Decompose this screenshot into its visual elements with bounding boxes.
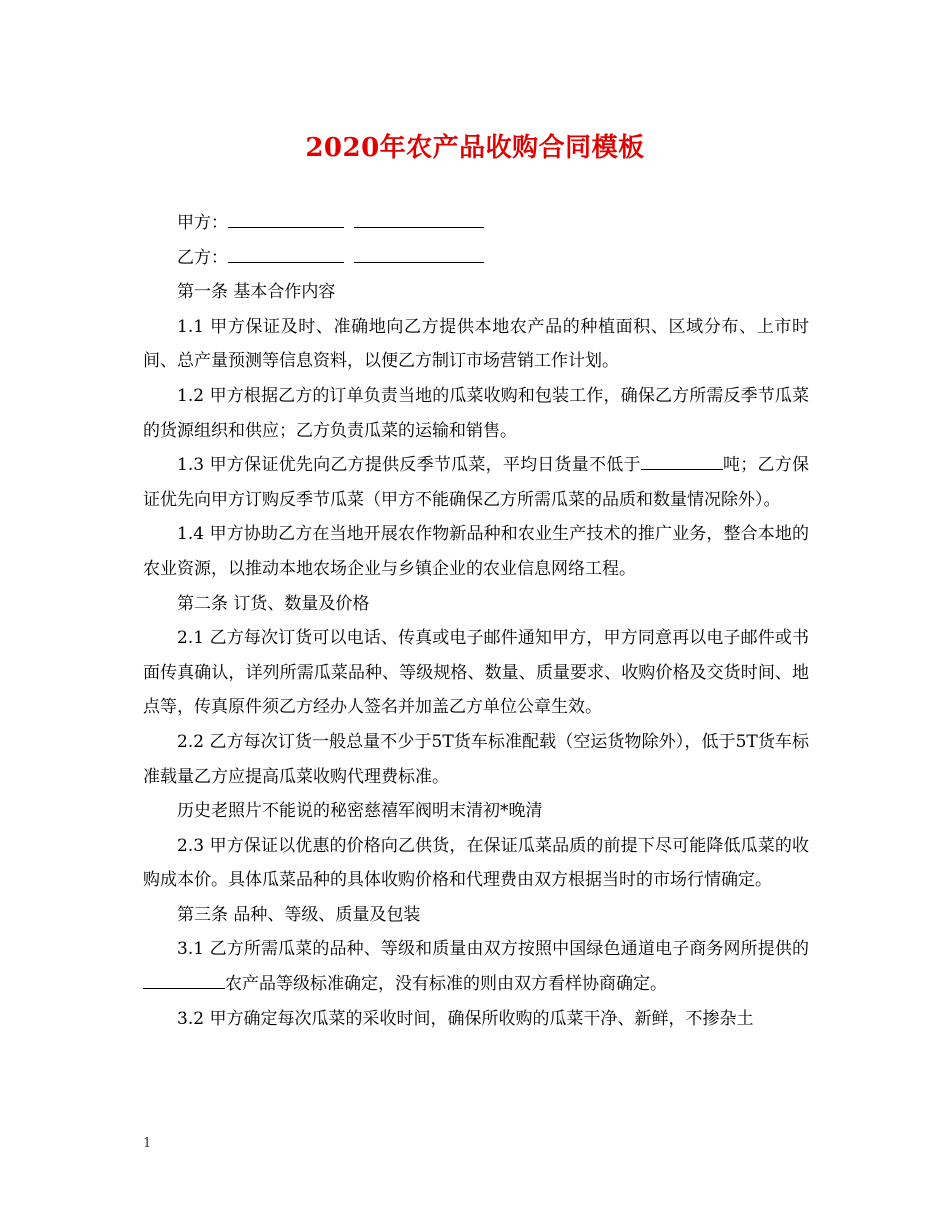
clause-1-3-part-a: 1.3 甲方保证优先向乙方提供反季节瓜菜，平均日货量不低于 (177, 455, 641, 476)
clause-3-2: 3.2 甲方确定每次瓜菜的采收时间，确保所收购的瓜菜干净、新鲜，不掺杂土 (177, 1008, 754, 1029)
party-b-blank-1 (228, 242, 344, 263)
party-a-blank-1 (228, 207, 344, 228)
tonnage-blank (641, 449, 723, 470)
clause-1-1: 1.1 甲方保证及时、准确地向乙方提供本地农产品的种植面积、区域分布、上市时间、总产量预测等信息资料，以便乙方制订市场营销工作计划。 (143, 316, 809, 372)
party-b-label: 乙方： (177, 247, 228, 268)
page-number: 1 (143, 1136, 152, 1151)
clause-1-4: 1.4 甲方协助乙方在当地开展农作物新品种和农业生产技术的推广业务，整合本地的农业资源，以推动本地农场企业与乡镇企业的农业信息网络工程。 (143, 524, 809, 579)
article-1-heading: 第一条 基本合作内容 (177, 282, 336, 303)
clause-2-1: 2.1 乙方每次订货可以电话、传真或电子邮件通知甲方，甲方同意再以电子邮件或书面传真确认，详列所需瓜菜品种、等级规格、数量、质量要求、收购价格及交货时间、地点等，传真原件须乙方经办人签名并加盖乙方单位公章生效。 (143, 628, 809, 718)
party-a-blank-2 (354, 207, 484, 228)
clause-1-2: 1.2 甲方根据乙方的订单负责当地的瓜菜收购和包装工作，确保乙方所需反季节瓜菜的货源组织和供应；乙方负责瓜菜的运输和销售。 (143, 385, 809, 441)
article-3-heading: 第三条 品种、等级、质量及包装 (177, 904, 421, 925)
clause-2-3: 2.3 甲方保证以优惠的价格向乙供货，在保证瓜菜品质的前提下尽可能降低瓜菜的收购成本价。具体瓜菜品种的具体收购价格和代理费由双方根据当时的市场行情确定。 (143, 835, 809, 891)
clause-1-3-part-b: 吨；乙方保证优先向甲方订购反季节瓜菜（甲方不能确保乙方所需瓜菜的品质和数量情况除外）。 (143, 455, 809, 510)
clause-3-1-part-b: 农产品等级标准确定，没有标准的则由双方看样协商确定。 (225, 974, 667, 995)
party-b-line (143, 241, 809, 276)
party-a-label: 甲方： (177, 213, 228, 233)
document-title: 2020年农产品收购合同模板 (305, 133, 645, 163)
contract-body (143, 206, 809, 1036)
clause-2-2: 2.2 乙方每次订货一般总量不少于5T货车标准配载（空运货物除外），低于5T货车标准载量乙方应提高瓜菜收购代理费标准。 (143, 731, 809, 787)
clause-3-1 (143, 932, 809, 1001)
inserted-ad-line: 历史老照片不能说的秘密慈禧军阀明末清初*晚清 (177, 801, 543, 822)
clause-1-3 (143, 448, 809, 517)
clause-3-1-part-a: 3.1 乙方所需瓜菜的品种、等级和质量由双方按照中国绿色通道电子商务网所提供的 (177, 939, 809, 960)
article-2-heading: 第二条 订货、数量及价格 (177, 593, 370, 614)
party-a-line (143, 206, 809, 241)
standard-blank (143, 968, 225, 989)
party-b-blank-2 (354, 242, 484, 263)
